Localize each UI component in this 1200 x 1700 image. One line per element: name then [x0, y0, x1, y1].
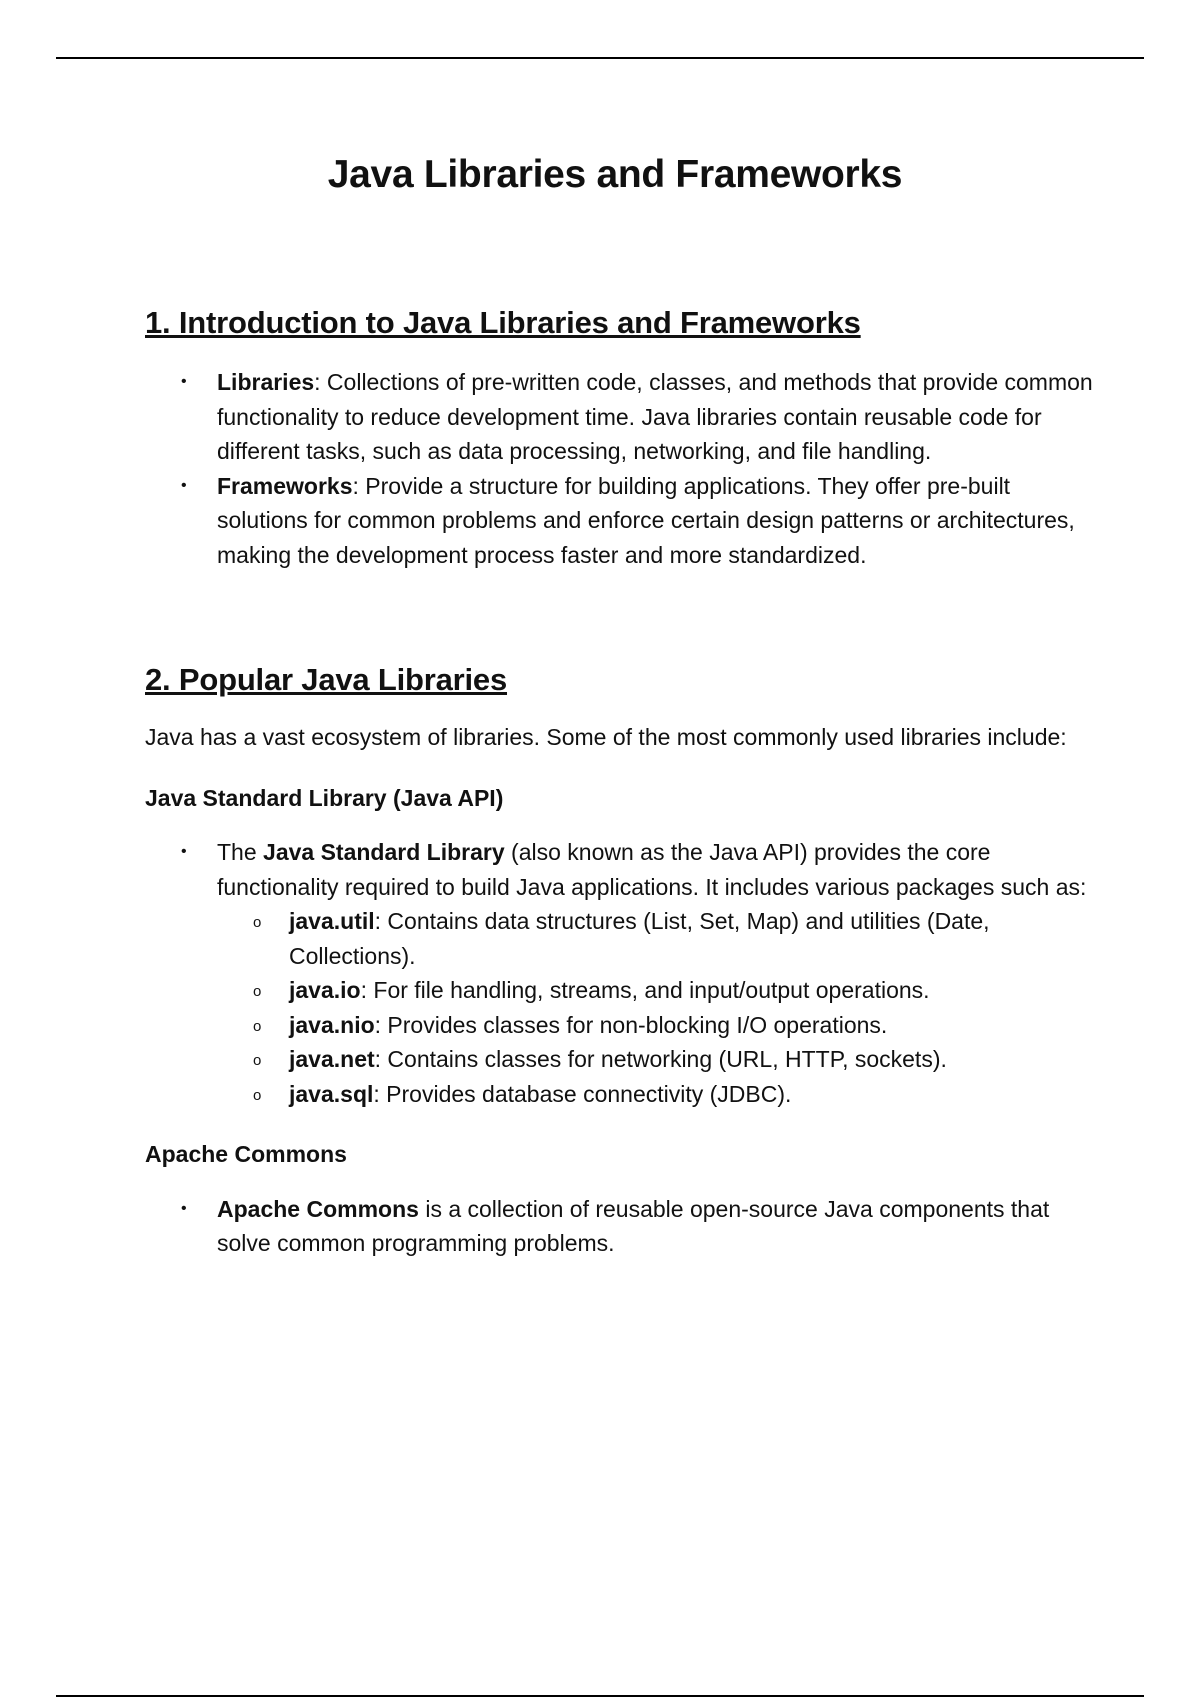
package-item — [217, 973, 1095, 1008]
lead-prefix: The — [217, 839, 264, 865]
package-description: : Provides database connectivity (JDBC). — [373, 1080, 792, 1107]
bullet-icon: • — [181, 1199, 187, 1217]
circle-bullet-icon: o — [253, 1017, 262, 1035]
list-item — [145, 469, 1095, 573]
list-item — [145, 1192, 1095, 1261]
package-description: : For file handling, streams, and input/output operations. — [360, 977, 930, 1003]
java-standard-library-list — [145, 835, 1095, 1111]
package-description: : Provides classes for non-blocking I/O operations. — [374, 1011, 888, 1038]
package-name: java.util — [289, 908, 375, 934]
term-libraries: Libraries — [217, 369, 315, 395]
list-item — [145, 835, 1095, 1111]
apache-commons-bold-term: Apache Commons — [217, 1195, 419, 1222]
package-name: java.nio — [289, 1011, 375, 1038]
apache-commons-description: is a collection of reusable open-source Java components that solve common programming problems. — [217, 1195, 1050, 1256]
bullet-icon: • — [181, 843, 187, 860]
package-item — [217, 1077, 1095, 1112]
package-item — [217, 1008, 1095, 1043]
package-item — [217, 1042, 1095, 1077]
section-2-heading: 2. Popular Java Libraries — [145, 662, 508, 697]
apache-commons-subheading: Apache Commons — [145, 1141, 347, 1167]
section-1-heading: 1. Introduction to Java Libraries and Frameworks — [145, 305, 861, 340]
lead-suffix: (also known as the Java API) provides the core functionality required to build Java applications. It includes various packages such as: — [217, 839, 1087, 900]
lead-bold-term: Java Standard Library — [263, 839, 505, 865]
package-name: java.net — [289, 1046, 375, 1072]
packages-list — [217, 904, 1095, 1111]
apache-commons-list — [145, 1192, 1095, 1261]
circle-bullet-icon: o — [253, 914, 262, 931]
package-description: : Contains data structures (List, Set, Map) and utilities (Date, Collections). — [289, 908, 990, 969]
bottom-rule — [56, 1695, 1144, 1697]
package-name: java.io — [289, 977, 361, 1003]
term-frameworks: Frameworks — [217, 472, 353, 499]
libraries-description: : Collections of pre-written code, classes, and methods that provide common functionality to reduce development time. Java libraries contain reusable code for different tasks, such as data processing, networking, and file handling. — [217, 369, 1093, 464]
circle-bullet-icon: o — [253, 1086, 262, 1104]
document-content — [145, 145, 1095, 1261]
bullet-icon: • — [181, 373, 187, 390]
package-item — [217, 904, 1095, 973]
bullet-icon: • — [181, 476, 187, 494]
section-1-list — [145, 365, 1095, 572]
list-item — [145, 365, 1095, 469]
package-name: java.sql — [289, 1080, 374, 1107]
circle-bullet-icon: o — [253, 1052, 262, 1069]
circle-bullet-icon: o — [253, 983, 262, 1000]
package-description: : Contains classes for networking (URL, HTTP, sockets). — [374, 1046, 947, 1072]
frameworks-description: : Provide a structure for building applications. They offer pre-built solutions for common problems and enforce certain design patterns or architectures, making the development process faster and more standardized. — [217, 472, 1075, 568]
section-2-intro: Java has a vast ecosystem of libraries. Some of the most commonly used libraries include: — [145, 724, 1067, 750]
document-title: Java Libraries and Frameworks — [327, 153, 903, 196]
top-rule — [56, 57, 1144, 59]
java-standard-library-subheading: Java Standard Library (Java API) — [145, 784, 504, 811]
